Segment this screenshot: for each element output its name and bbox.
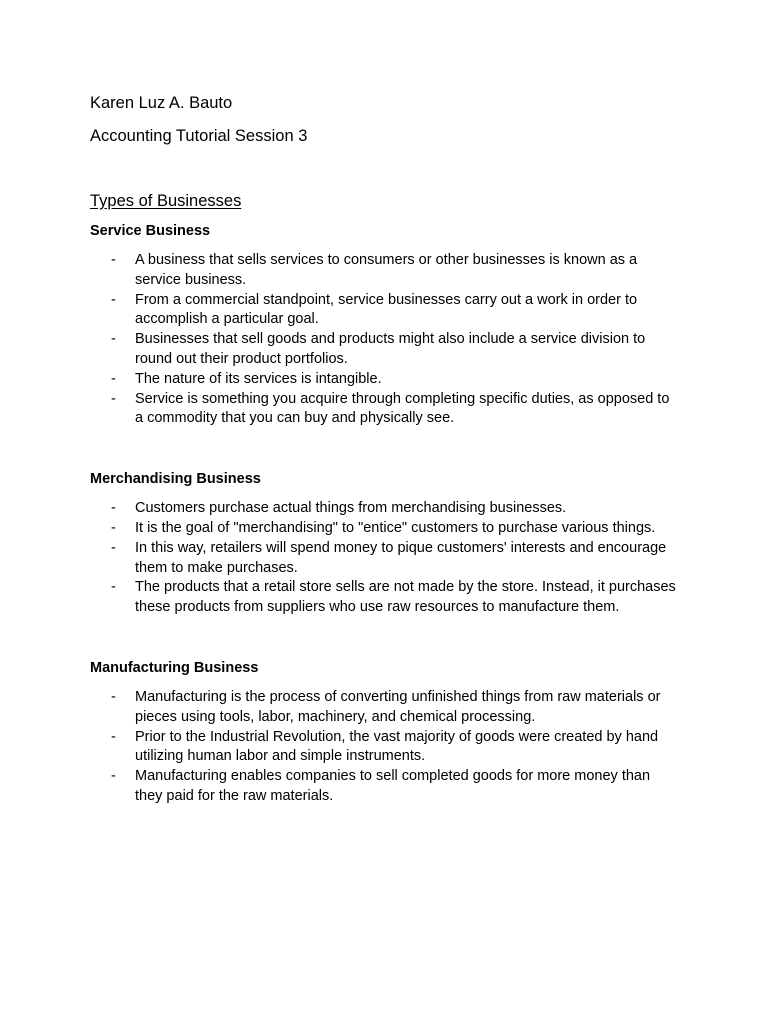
author-name: Karen Luz A. Bauto <box>90 94 233 112</box>
bullet-dash: - <box>111 291 116 308</box>
list-item <box>90 499 679 519</box>
list-item <box>90 728 679 768</box>
list-item-text: From a commercial standpoint, service businesses carry out a work in order to accomplish a particular goal. <box>135 291 638 328</box>
list-item <box>90 390 679 430</box>
manufacturing-bullet-list <box>90 688 678 807</box>
service-bullet-list <box>90 251 678 429</box>
list-item <box>90 370 679 390</box>
list-item-text: Businesses that sell goods and products might also include a service division to round out their product portfolios. <box>135 331 646 367</box>
bullet-dash: - <box>111 519 116 536</box>
bullet-dash: - <box>111 539 116 556</box>
list-item-text: In this way, retailers will spend money to pique customers' interests and encourage them to make purchases. <box>135 539 667 576</box>
list-item-text: The nature of its services is intangible. <box>135 370 382 387</box>
merchandising-bullet-list <box>90 499 678 618</box>
bullet-dash: - <box>111 688 116 705</box>
list-item <box>90 578 679 618</box>
list-item-text: Manufacturing is the process of converting unfinished things from raw materials or pieces using tools, labor, machinery, and chemical processing. <box>135 688 661 725</box>
bullet-dash: - <box>111 728 116 745</box>
list-item <box>90 539 679 579</box>
list-item-text: Customers purchase actual things from merchandising businesses. <box>135 500 567 517</box>
list-item-text: It is the goal of "merchandising" to "entice" customers to purchase various things. <box>135 519 656 536</box>
list-item <box>90 767 679 807</box>
bullet-dash: - <box>111 579 116 596</box>
list-item <box>90 519 679 539</box>
bullet-dash: - <box>111 252 116 268</box>
list-item-text: Prior to the Industrial Revolution, the vast majority of goods were created by hand utilizing human labor and simple instruments. <box>135 728 659 765</box>
topic-heading: Types of Businesses <box>90 192 242 210</box>
bullet-dash: - <box>111 768 116 785</box>
bullet-dash: - <box>111 370 116 387</box>
list-item-text: Service is something you acquire through completing specific duties, as opposed to a commodity that you can buy and physically see. <box>135 390 670 427</box>
list-item <box>90 291 679 331</box>
bullet-dash: - <box>111 331 116 348</box>
list-item <box>90 330 679 370</box>
section-heading-manufacturing: Manufacturing Business <box>90 659 259 676</box>
section-heading-service: Service Business <box>90 223 211 239</box>
section-heading-merchandising: Merchandising Business <box>90 471 261 488</box>
list-item-text: A business that sells services to consumers or other businesses is known as a service business. <box>135 252 638 288</box>
bullet-dash: - <box>111 390 116 407</box>
list-item-text: Manufacturing enables companies to sell completed goods for more money than they paid for the raw materials. <box>135 768 651 804</box>
bullet-dash: - <box>111 500 116 517</box>
list-item <box>90 688 679 728</box>
list-item <box>90 251 679 291</box>
list-item-text: The products that a retail store sells are not made by the store. Instead, it purchases these products from suppliers who use raw resources to manufacture them. <box>135 579 676 616</box>
document-title: Accounting Tutorial Session 3 <box>90 127 308 145</box>
